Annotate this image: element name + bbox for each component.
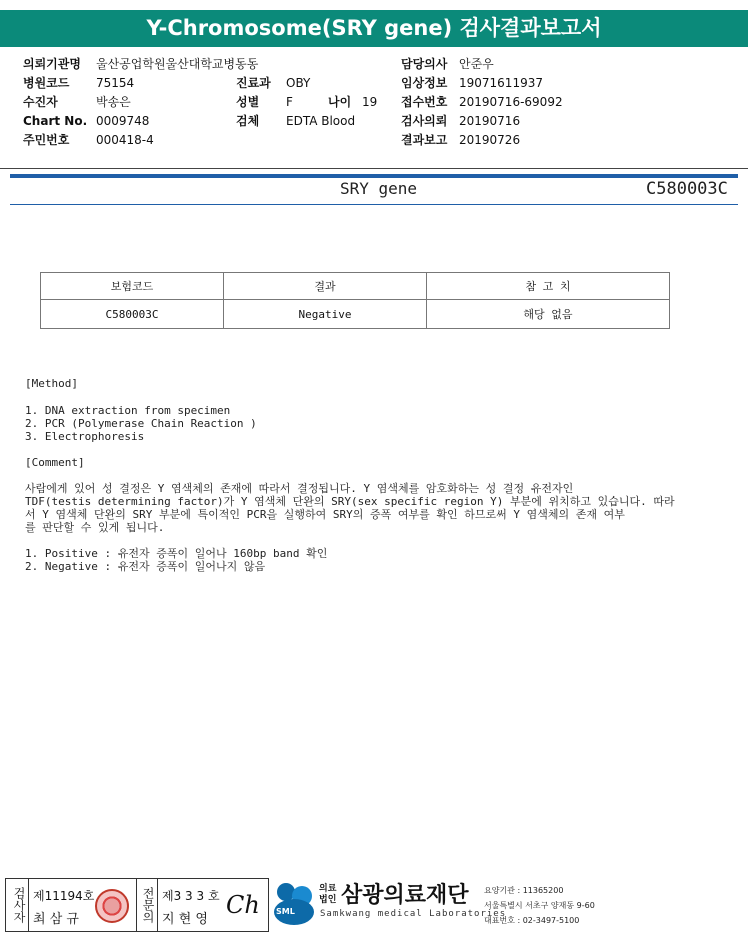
signature-icon: Ch	[226, 891, 260, 919]
label: 결과보고	[401, 133, 448, 147]
value: 0009748	[96, 114, 150, 128]
header-divider	[0, 168, 748, 169]
label: 진료과	[236, 76, 271, 90]
label: Chart No.	[23, 114, 88, 128]
org-prefix-top: 의료	[319, 884, 337, 894]
method-line: 1. DNA extraction from specimen	[25, 404, 231, 417]
label: 수진자	[23, 95, 58, 109]
specialist-label: 전문의	[137, 879, 158, 931]
comment-line: TDF(testis determining factor)가 Y 염색체 단완의 SRY(sex specific region Y) 부분에 위치하고 있습니다. 따라	[25, 495, 675, 508]
cell-code: C580003C	[41, 300, 224, 329]
seal-icon	[95, 889, 129, 923]
age-label: 나이	[328, 95, 352, 109]
method-heading: [Method]	[25, 377, 78, 390]
col-header-reference: 참 고 치	[427, 273, 670, 300]
value: 20190716-69092	[459, 95, 563, 109]
cell-reference: 해당 없음	[427, 300, 670, 329]
label: 담당의사	[401, 57, 448, 71]
header-col-1	[23, 55, 258, 150]
comment-line: 사람에게 있어 성 결정은 Y 염색체의 존재에 따라서 결정됩니다. Y 염색체를 암호화하는 성 결정 유전자인	[25, 482, 574, 495]
table-header-row	[41, 273, 670, 300]
value: OBY	[286, 76, 311, 90]
header-col-2	[236, 74, 377, 131]
col-header-result: 결과	[224, 273, 427, 300]
address: 서울특별시 서초구 양재동 9-60	[484, 901, 595, 910]
label: 병원코드	[23, 76, 70, 90]
org-prefix-bottom: 법인	[319, 895, 337, 905]
org-english-name: Samkwang medical Laboratories	[320, 909, 507, 919]
section-rule-bottom	[10, 204, 738, 205]
header-col-3	[401, 55, 563, 150]
examiner-license: 제11194호	[33, 889, 95, 903]
comment-result-line: 1. Positive : 유전자 증폭이 일어나 160bp band 확인	[25, 547, 328, 560]
comment-line: 서 Y 염색체 단완의 SRY 부분에 특이적인 PCR을 실행하여 SRY의 증폭 여부를 확인 하므로써 Y 염색체의 존재 여부	[25, 508, 625, 521]
org-name: 삼광의료재단	[341, 883, 469, 908]
label: 성별	[236, 95, 260, 109]
value: 19071611937	[459, 76, 543, 90]
section-code: C580003C	[646, 179, 728, 199]
value: 75154	[96, 76, 135, 90]
label: 접수번호	[401, 95, 448, 109]
section-rule-top	[10, 174, 738, 178]
value: 박송은	[96, 95, 131, 109]
label: 검체	[236, 114, 260, 128]
examiner-name: 최 삼 규	[33, 912, 79, 927]
value: 20190716	[459, 114, 521, 128]
label: 의뢰기관명	[23, 57, 81, 71]
logo-text: SML	[276, 907, 295, 916]
value: 20190726	[459, 133, 521, 147]
table-row	[41, 300, 670, 329]
report-title: Y-Chromosome(SRY gene) 검사결과보고서	[0, 10, 748, 47]
value: 안준우	[459, 57, 494, 71]
age-value: 19	[362, 95, 378, 109]
examiner-label: 검사자	[6, 879, 29, 931]
org-contact	[484, 883, 595, 928]
org-prefix	[319, 884, 336, 906]
label: 주민번호	[23, 133, 70, 147]
institution-code: 요양기관 : 11365200	[484, 886, 564, 895]
value: F	[286, 95, 293, 109]
value: EDTA Blood	[286, 114, 356, 128]
logo-icon	[272, 880, 316, 926]
signature-box	[5, 878, 269, 932]
value: 울산공업학원울산대학교병동동	[96, 57, 259, 71]
value: 000418-4	[96, 133, 154, 147]
method-line: 3. Electrophoresis	[25, 430, 145, 443]
comment-heading: [Comment]	[25, 456, 85, 469]
specialist-name: 지 현 영	[162, 912, 208, 927]
label: 임상정보	[401, 76, 448, 90]
cell-result: Negative	[224, 300, 427, 329]
method-line: 2. PCR (Polymerase Chain Reaction )	[25, 417, 257, 430]
section-title: SRY gene	[340, 179, 418, 198]
phone: 대표번호 : 02-3497-5100	[484, 916, 580, 925]
label: 검사의뢰	[401, 114, 448, 128]
specialist-license: 제3 3 3 호	[162, 889, 220, 903]
comment-result-line: 2. Negative : 유전자 증폭이 일어나지 않음	[25, 560, 266, 573]
comment-line: 를 판단할 수 있게 됩니다.	[25, 521, 165, 534]
result-table	[40, 272, 670, 329]
col-header-code: 보험코드	[41, 273, 224, 300]
